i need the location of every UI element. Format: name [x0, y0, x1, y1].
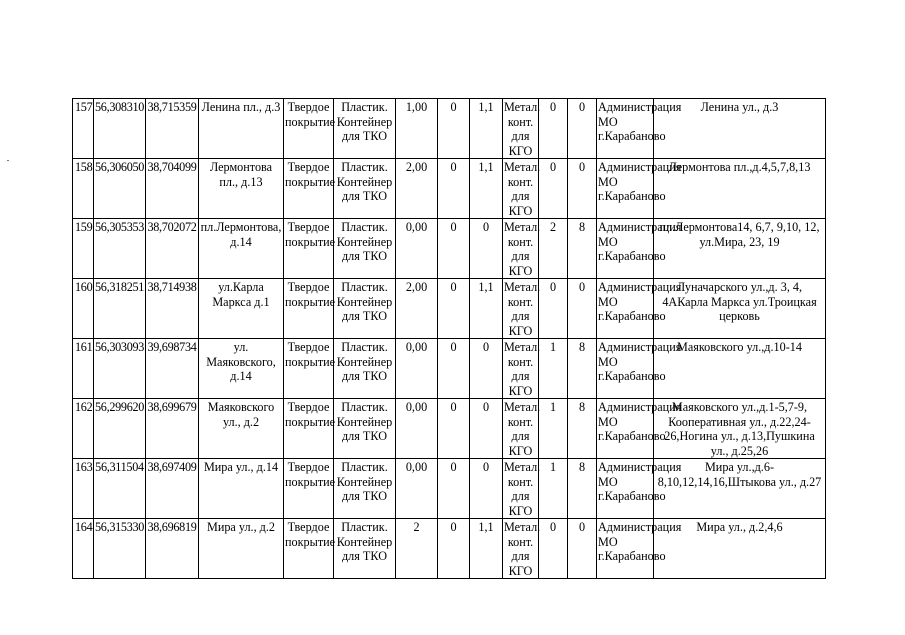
- kgo-container-type-cell: Метал. конт. для КГО: [504, 340, 541, 398]
- container-count-cell: 0: [438, 99, 470, 159]
- surface-type-cell: Твердое покрытие: [284, 159, 334, 219]
- kgo-count-cell: 1: [539, 339, 568, 399]
- area-value-cell: 2,00: [396, 279, 438, 339]
- area-value-cell: 2: [396, 519, 438, 579]
- site-owner-cell: Администрация МО г.Карабаново: [597, 99, 654, 159]
- kgo-count-cell: 1: [539, 459, 568, 519]
- container-count-cell: 0: [438, 219, 470, 279]
- site-address-cell: пл.Лермонтова, д.14: [199, 219, 284, 279]
- site-address-cell: ул. Маяковского, д.14: [199, 339, 284, 399]
- container-type-cell: Пластик. Контейнер для ТКО: [334, 219, 396, 279]
- site-address-cell: Ленина пл., д.3: [199, 99, 284, 159]
- kgo-container-type-cell: Метал. конт. для КГО: [504, 400, 541, 458]
- container-volume-cell: 0: [470, 219, 503, 279]
- table-row: [73, 99, 826, 159]
- table-row: [73, 459, 826, 519]
- kgo-count-cell: 0: [539, 159, 568, 219]
- container-volume-cell: 0: [470, 399, 503, 459]
- served-addresses-cell: Маяковского ул.,д.1-5,7-9, Кооперативная ул., д.22,24-26,Ногина ул., д.13,Пушкина ул., д.25,26: [654, 399, 826, 459]
- container-volume-cell: 1,1: [470, 519, 503, 579]
- site-address-cell: Маяковского ул., д.2: [199, 399, 284, 459]
- surface-type-cell: Твердое покрытие: [284, 99, 334, 159]
- served-addresses-cell: Лермонтова пл.,д.4,5,7,8,13: [654, 159, 826, 219]
- area-value-cell: 1,00: [396, 99, 438, 159]
- surface-type-cell: Твердое покрытие: [284, 459, 334, 519]
- row-number-cell: 161: [73, 339, 94, 399]
- site-address-cell: ул.Карла Маркса д.1: [199, 279, 284, 339]
- longitude-cell: 39,698734: [146, 339, 199, 399]
- table-row: [73, 399, 826, 459]
- table-row: [73, 219, 826, 279]
- served-addresses-cell: Маяковского ул.,д.10-14: [654, 339, 826, 399]
- served-addresses-cell: пл.Лермонтова14, 6,7, 9,10, 12, ул.Мира, 23, 19: [654, 219, 826, 279]
- site-owner-cell: Администрация МО г.Карабаново: [597, 519, 654, 579]
- longitude-cell: 38,702072: [146, 219, 199, 279]
- kgo-volume-cell: 0: [568, 159, 597, 219]
- kgo-container-type-cell: Метал. конт. для КГО: [504, 520, 541, 578]
- kgo-container-type-cell: Метал. конт. для КГО: [504, 220, 541, 278]
- area-value-cell: 2,00: [396, 159, 438, 219]
- latitude-cell: 56,299620: [94, 399, 146, 459]
- container-volume-cell: 1,1: [470, 159, 503, 219]
- latitude-cell: 56,318251: [94, 279, 146, 339]
- longitude-cell: 38,697409: [146, 459, 199, 519]
- latitude-cell: 56,306050: [94, 159, 146, 219]
- container-sites-table: [72, 98, 826, 579]
- site-owner-cell: Администрация МО г.Карабаново: [597, 339, 654, 399]
- table-row: [73, 339, 826, 399]
- container-type-cell: Пластик. Контейнер для ТКО: [334, 519, 396, 579]
- kgo-count-cell: 0: [539, 519, 568, 579]
- kgo-volume-cell: 8: [568, 339, 597, 399]
- container-count-cell: 0: [438, 339, 470, 399]
- surface-type-cell: Твердое покрытие: [284, 399, 334, 459]
- latitude-cell: 56,303093: [94, 339, 146, 399]
- kgo-volume-cell: 0: [568, 279, 597, 339]
- container-count-cell: 0: [438, 159, 470, 219]
- container-type-cell: Пластик. Контейнер для ТКО: [334, 279, 396, 339]
- kgo-volume-cell: 8: [568, 219, 597, 279]
- container-volume-cell: 1,1: [470, 279, 503, 339]
- kgo-volume-cell: 0: [568, 519, 597, 579]
- row-number-cell: 159: [73, 219, 94, 279]
- container-count-cell: 0: [438, 279, 470, 339]
- site-address-cell: Мира ул., д.14: [199, 459, 284, 519]
- longitude-cell: 38,699679: [146, 399, 199, 459]
- longitude-cell: 38,696819: [146, 519, 199, 579]
- kgo-count-cell: 2: [539, 219, 568, 279]
- area-value-cell: 0,00: [396, 399, 438, 459]
- table-body: [73, 99, 826, 579]
- container-type-cell: Пластик. Контейнер для ТКО: [334, 159, 396, 219]
- row-number-cell: 158: [73, 159, 94, 219]
- site-address-cell: Мира ул., д.2: [199, 519, 284, 579]
- kgo-count-cell: 0: [539, 279, 568, 339]
- area-value-cell: 0,00: [396, 459, 438, 519]
- container-count-cell: 0: [438, 399, 470, 459]
- container-count-cell: 0: [438, 459, 470, 519]
- container-type-cell: Пластик. Контейнер для ТКО: [334, 339, 396, 399]
- area-value-cell: 0,00: [396, 339, 438, 399]
- latitude-cell: 56,311504: [94, 459, 146, 519]
- site-owner-cell: Администрация МО г.Карабаново: [597, 159, 654, 219]
- row-number-cell: 157: [73, 99, 94, 159]
- served-addresses-cell: Луначарского ул.,д. 3, 4, 4АКарла Маркса ул.Троицкая церковь: [654, 279, 826, 339]
- served-addresses-cell: Мира ул.,д.6-8,10,12,14,16,Штыкова ул., д.27: [654, 459, 826, 519]
- container-volume-cell: 0: [470, 339, 503, 399]
- area-value-cell: 0,00: [396, 219, 438, 279]
- served-addresses-cell: Мира ул., д.2,4,6: [654, 519, 826, 579]
- kgo-count-cell: 1: [539, 399, 568, 459]
- latitude-cell: 56,305353: [94, 219, 146, 279]
- container-type-cell: Пластик. Контейнер для ТКО: [334, 459, 396, 519]
- container-count-cell: 0: [438, 519, 470, 579]
- kgo-volume-cell: 8: [568, 399, 597, 459]
- longitude-cell: 38,714938: [146, 279, 199, 339]
- site-owner-cell: Администрация МО г.Карабаново: [597, 459, 654, 519]
- surface-type-cell: Твердое покрытие: [284, 279, 334, 339]
- surface-type-cell: Твердое покрытие: [284, 519, 334, 579]
- served-addresses-cell: Ленина ул., д.3: [654, 99, 826, 159]
- latitude-cell: 56,315330: [94, 519, 146, 579]
- table-row: [73, 159, 826, 219]
- longitude-cell: 38,704099: [146, 159, 199, 219]
- kgo-container-type-cell: Метал. конт. для КГО: [504, 160, 541, 218]
- kgo-container-type-cell: Метал. конт. для КГО: [504, 460, 541, 518]
- site-owner-cell: Администрация МО г.Карабаново: [597, 219, 654, 279]
- kgo-container-type-cell: Метал. конт. для КГО: [504, 280, 541, 338]
- site-address-cell: Лермонтова пл., д.13: [199, 159, 284, 219]
- row-number-cell: 164: [73, 519, 94, 579]
- kgo-volume-cell: 8: [568, 459, 597, 519]
- table-row: [73, 519, 826, 579]
- site-owner-cell: Администрация МО г.Карабаново: [597, 279, 654, 339]
- row-number-cell: 163: [73, 459, 94, 519]
- container-volume-cell: 1,1: [470, 99, 503, 159]
- scan-speck: [7, 160, 9, 161]
- latitude-cell: 56,308310: [94, 99, 146, 159]
- kgo-count-cell: 0: [539, 99, 568, 159]
- longitude-cell: 38,715359: [146, 99, 199, 159]
- kgo-container-type-cell: Метал. конт. для КГО: [504, 100, 541, 158]
- kgo-volume-cell: 0: [568, 99, 597, 159]
- row-number-cell: 162: [73, 399, 94, 459]
- container-volume-cell: 0: [470, 459, 503, 519]
- site-owner-cell: Администрация МО г.Карабаново: [597, 399, 654, 459]
- container-type-cell: Пластик. Контейнер для ТКО: [334, 99, 396, 159]
- surface-type-cell: Твердое покрытие: [284, 339, 334, 399]
- surface-type-cell: Твердое покрытие: [284, 219, 334, 279]
- row-number-cell: 160: [73, 279, 94, 339]
- container-type-cell: Пластик. Контейнер для ТКО: [334, 399, 396, 459]
- table-row: [73, 279, 826, 339]
